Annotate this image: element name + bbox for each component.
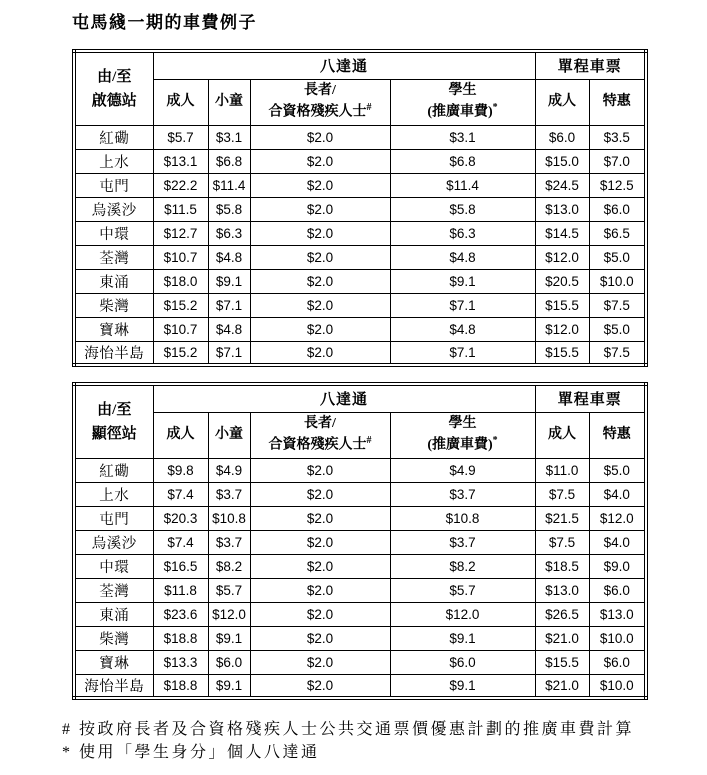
fare-cell: $3.7 (390, 530, 535, 554)
fare-cell: $13.0 (535, 197, 589, 221)
fare-cell: $5.0 (589, 245, 646, 269)
fare-cell: $2.0 (250, 197, 390, 221)
header-single-concession: 特惠 (589, 412, 646, 458)
fare-cell: $6.0 (589, 197, 646, 221)
station-name-cell: 紅磡 (74, 458, 153, 482)
fare-cell: $4.8 (208, 245, 250, 269)
fare-cell: $3.7 (390, 482, 535, 506)
fare-cell: $2.0 (250, 578, 390, 602)
fare-cell: $3.1 (390, 125, 535, 149)
fare-cell: $6.0 (390, 650, 535, 674)
group-header-row (74, 51, 646, 79)
elderly-header-line1: 長者/ (304, 415, 336, 431)
header-octopus-elderly (250, 412, 390, 458)
fare-cell: $5.7 (153, 125, 208, 149)
fare-cell: $8.2 (208, 554, 250, 578)
header-single-adult: 成人 (535, 412, 589, 458)
station-name-cell: 東涌 (74, 269, 153, 293)
fare-cell: $7.5 (535, 482, 589, 506)
station-name-cell: 中環 (74, 221, 153, 245)
fare-cell: $20.5 (535, 269, 589, 293)
fare-cell: $2.0 (250, 674, 390, 698)
fare-cell: $4.8 (390, 317, 535, 341)
fare-cell: $10.0 (589, 674, 646, 698)
elderly-header-line2: 合資格殘疾人士 (268, 437, 367, 453)
fare-cell: $13.3 (153, 650, 208, 674)
fare-cell: $6.3 (208, 221, 250, 245)
corner-cell-hin-keng (74, 384, 153, 458)
fare-row (74, 173, 646, 197)
fare-cell: $4.0 (589, 482, 646, 506)
header-single-adult: 成人 (535, 79, 589, 125)
station-name-cell: 屯門 (74, 173, 153, 197)
fare-cell: $5.8 (208, 197, 250, 221)
fare-cell: $2.0 (250, 149, 390, 173)
fare-cell: $10.0 (589, 269, 646, 293)
fare-cell: $4.0 (589, 530, 646, 554)
station-name-cell: 東涌 (74, 602, 153, 626)
column-header-row (74, 79, 646, 125)
single-ticket-group-header: 單程車票 (535, 51, 646, 79)
group-header-row (74, 384, 646, 412)
fare-cell: $26.5 (535, 602, 589, 626)
fare-cell: $10.7 (153, 317, 208, 341)
fare-cell: $15.5 (535, 650, 589, 674)
fare-cell: $12.5 (589, 173, 646, 197)
corner-from-to: 由/至 (97, 68, 132, 85)
single-ticket-group-header: 單程車票 (535, 384, 646, 412)
fare-cell: $14.5 (535, 221, 589, 245)
fare-row (74, 269, 646, 293)
station-name-cell: 荃灣 (74, 245, 153, 269)
fare-cell: $7.5 (589, 293, 646, 317)
station-name-cell: 海怡半島 (74, 341, 153, 365)
fare-row (74, 197, 646, 221)
station-name-cell: 海怡半島 (74, 674, 153, 698)
fare-cell: $2.0 (250, 293, 390, 317)
fare-cell: $7.4 (153, 530, 208, 554)
header-octopus-child: 小童 (208, 79, 250, 125)
header-octopus-elderly (250, 79, 390, 125)
fare-table-kai-tak (72, 49, 648, 367)
fare-cell: $10.8 (390, 506, 535, 530)
fare-cell: $18.8 (153, 674, 208, 698)
corner-station-name: 顯徑站 (91, 425, 137, 442)
fare-cell: $9.1 (208, 674, 250, 698)
fare-cell: $11.5 (153, 197, 208, 221)
footnote-elderly-scheme: # 按政府長者及合資格殘疾人士公共交通票價優惠計劃的推廣車費計算 (62, 721, 635, 738)
fare-cell: $3.1 (208, 125, 250, 149)
header-octopus-child: 小童 (208, 412, 250, 458)
fare-cell: $2.0 (250, 506, 390, 530)
fare-cell: $15.5 (535, 293, 589, 317)
corner-station-name: 啟德站 (91, 92, 137, 109)
fare-cell: $5.8 (390, 197, 535, 221)
fare-row (74, 125, 646, 149)
student-header-line1: 學生 (448, 82, 477, 98)
fare-cell: $2.0 (250, 554, 390, 578)
fare-cell: $13.1 (153, 149, 208, 173)
station-name-cell: 紅磡 (74, 125, 153, 149)
fare-cell: $21.5 (535, 506, 589, 530)
fare-cell: $5.0 (589, 317, 646, 341)
fare-cell: $6.0 (589, 578, 646, 602)
fare-row (74, 602, 646, 626)
fare-cell: $2.0 (250, 650, 390, 674)
fare-cell: $18.0 (153, 269, 208, 293)
fare-cell: $11.0 (535, 458, 589, 482)
fare-table-hin-keng (72, 382, 648, 700)
fare-cell: $21.0 (535, 674, 589, 698)
fare-row (74, 317, 646, 341)
footnote-student-octopus: * 使用「學生身分」個人八達通 (62, 744, 320, 761)
fare-cell: $9.0 (589, 554, 646, 578)
fare-cell: $3.7 (208, 482, 250, 506)
fare-cell: $6.0 (535, 125, 589, 149)
fare-cell: $7.1 (208, 341, 250, 365)
fare-cell: $2.0 (250, 125, 390, 149)
fare-cell: $6.8 (390, 149, 535, 173)
station-name-cell: 烏溪沙 (74, 197, 153, 221)
header-octopus-adult: 成人 (153, 412, 208, 458)
station-name-cell: 上水 (74, 482, 153, 506)
fare-cell: $4.9 (390, 458, 535, 482)
fare-cell: $2.0 (250, 530, 390, 554)
fare-cell: $2.0 (250, 341, 390, 365)
fare-cell: $9.8 (153, 458, 208, 482)
fare-cell: $4.8 (390, 245, 535, 269)
fare-cell: $12.0 (535, 317, 589, 341)
fare-cell: $12.0 (535, 245, 589, 269)
fare-cell: $7.5 (535, 530, 589, 554)
student-header-line1: 學生 (448, 415, 477, 431)
fare-cell: $2.0 (250, 317, 390, 341)
fare-cell: $2.0 (250, 602, 390, 626)
fare-cell: $10.7 (153, 245, 208, 269)
fare-cell: $9.1 (208, 269, 250, 293)
fare-cell: $7.5 (589, 341, 646, 365)
fare-cell: $7.1 (208, 293, 250, 317)
page-title: 屯馬綫一期的車費例子 (72, 13, 257, 32)
elderly-header-line2: 合資格殘疾人士 (268, 104, 367, 120)
fare-row (74, 506, 646, 530)
fare-cell: $9.1 (208, 626, 250, 650)
fare-cell: $11.4 (208, 173, 250, 197)
fare-row (74, 221, 646, 245)
fare-cell: $6.0 (589, 650, 646, 674)
fare-cell: $6.8 (208, 149, 250, 173)
corner-cell-kai-tak (74, 51, 153, 125)
fare-cell: $4.8 (208, 317, 250, 341)
fare-cell: $23.6 (153, 602, 208, 626)
station-name-cell: 烏溪沙 (74, 530, 153, 554)
fare-cell: $7.4 (153, 482, 208, 506)
fare-row (74, 578, 646, 602)
fare-cell: $13.0 (589, 602, 646, 626)
fare-cell: $2.0 (250, 458, 390, 482)
fare-cell: $15.2 (153, 341, 208, 365)
fare-cell: $6.0 (208, 650, 250, 674)
fare-cell: $20.3 (153, 506, 208, 530)
fare-cell: $7.0 (589, 149, 646, 173)
footnotes (62, 718, 707, 764)
fare-cell: $10.0 (589, 626, 646, 650)
fare-cell: $4.9 (208, 458, 250, 482)
fare-cell: $7.1 (390, 293, 535, 317)
station-name-cell: 上水 (74, 149, 153, 173)
fare-row (74, 554, 646, 578)
station-name-cell: 荃灣 (74, 578, 153, 602)
fare-cell: $2.0 (250, 626, 390, 650)
fare-cell: $12.0 (208, 602, 250, 626)
fare-cell: $15.2 (153, 293, 208, 317)
header-single-concession: 特惠 (589, 79, 646, 125)
fare-cell: $12.7 (153, 221, 208, 245)
fare-cell: $10.8 (208, 506, 250, 530)
fare-row (74, 482, 646, 506)
fare-cell: $18.8 (153, 626, 208, 650)
fare-row (74, 293, 646, 317)
fare-cell: $12.0 (390, 602, 535, 626)
fare-cell: $16.5 (153, 554, 208, 578)
fare-cell: $18.5 (535, 554, 589, 578)
header-octopus-student (390, 79, 535, 125)
octopus-group-header: 八達通 (153, 51, 535, 79)
fare-cell: $6.5 (589, 221, 646, 245)
fare-cell: $2.0 (250, 173, 390, 197)
fare-cell: $9.1 (390, 269, 535, 293)
fare-cell: $2.0 (250, 221, 390, 245)
fare-row (74, 674, 646, 698)
elderly-header-line1: 長者/ (304, 82, 336, 98)
fare-table-body (74, 458, 646, 698)
fare-row (74, 650, 646, 674)
fare-cell: $13.0 (535, 578, 589, 602)
fare-row (74, 530, 646, 554)
fare-cell: $21.0 (535, 626, 589, 650)
fare-cell: $11.8 (153, 578, 208, 602)
fare-cell: $3.5 (589, 125, 646, 149)
fare-cell: $2.0 (250, 269, 390, 293)
fare-cell: $3.7 (208, 530, 250, 554)
column-header-row (74, 412, 646, 458)
fare-cell: $11.4 (390, 173, 535, 197)
station-name-cell: 柴灣 (74, 626, 153, 650)
fare-row (74, 245, 646, 269)
fare-cell: $5.0 (589, 458, 646, 482)
fare-cell: $2.0 (250, 482, 390, 506)
fare-cell: $9.1 (390, 674, 535, 698)
station-name-cell: 屯門 (74, 506, 153, 530)
corner-from-to: 由/至 (97, 401, 132, 418)
elderly-footnote-mark: # (366, 435, 372, 447)
header-octopus-student (390, 412, 535, 458)
fare-cell: $15.0 (535, 149, 589, 173)
student-header-line2: (推廣車費) (427, 104, 493, 120)
fare-cell: $6.3 (390, 221, 535, 245)
fare-row (74, 626, 646, 650)
fare-row (74, 341, 646, 365)
fare-cell: $22.2 (153, 173, 208, 197)
fare-cell: $2.0 (250, 245, 390, 269)
fare-cell: $5.7 (208, 578, 250, 602)
fare-cell: $7.1 (390, 341, 535, 365)
fare-cell: $9.1 (390, 626, 535, 650)
fare-row (74, 149, 646, 173)
fare-cell: $12.0 (589, 506, 646, 530)
fare-cell: $15.5 (535, 341, 589, 365)
student-header-line2: (推廣車費) (427, 437, 493, 453)
fare-table-body (74, 125, 646, 365)
student-footnote-mark: * (492, 102, 498, 114)
fare-row (74, 458, 646, 482)
fare-cell: $5.7 (390, 578, 535, 602)
station-name-cell: 寶琳 (74, 317, 153, 341)
station-name-cell: 柴灣 (74, 293, 153, 317)
station-name-cell: 寶琳 (74, 650, 153, 674)
octopus-group-header: 八達通 (153, 384, 535, 412)
student-footnote-mark: * (492, 435, 498, 447)
header-octopus-adult: 成人 (153, 79, 208, 125)
elderly-footnote-mark: # (366, 102, 372, 114)
fare-cell: $24.5 (535, 173, 589, 197)
fare-cell: $8.2 (390, 554, 535, 578)
station-name-cell: 中環 (74, 554, 153, 578)
